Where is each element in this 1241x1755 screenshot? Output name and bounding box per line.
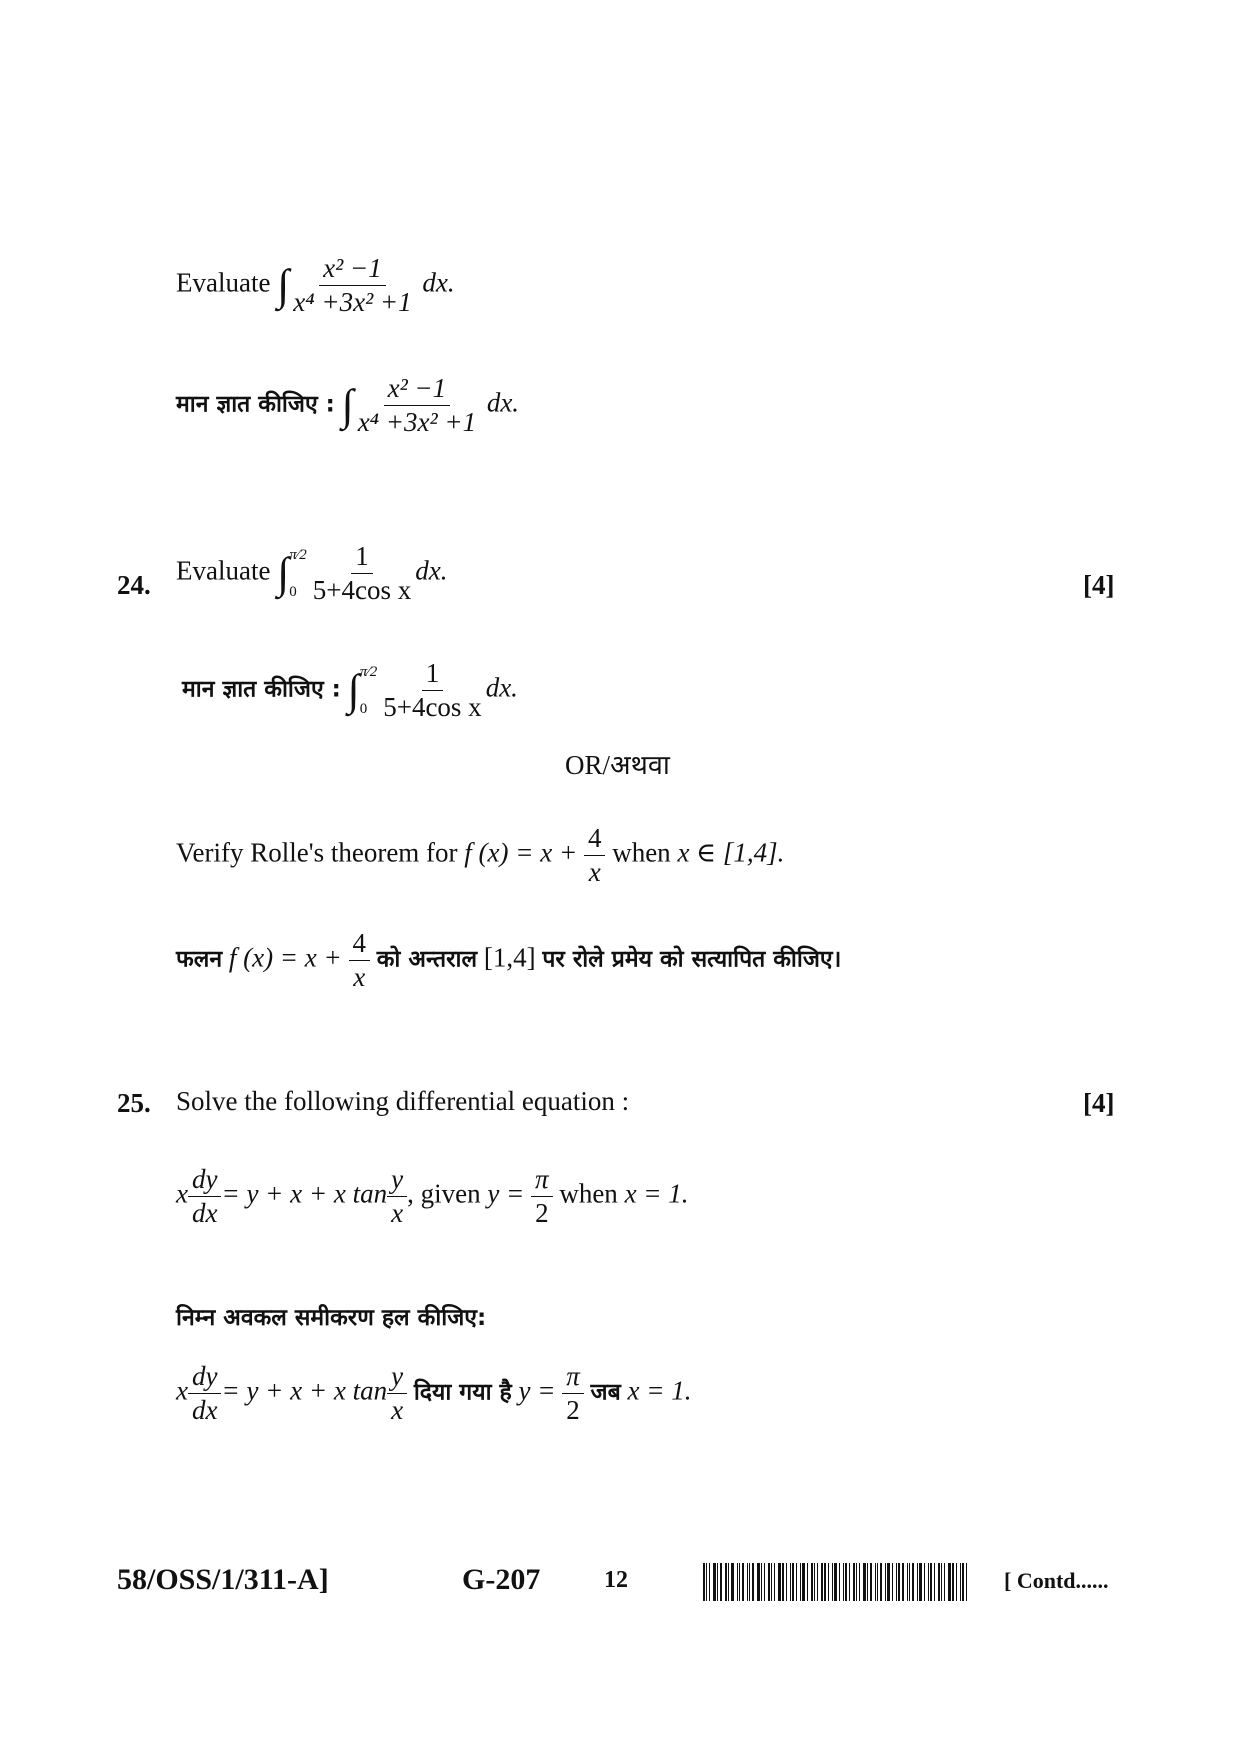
q25-given: , given [407,1178,481,1209]
q25-h-dy: dy [188,1363,221,1394]
q23-hindi-numerator: x² −1 [384,375,451,406]
barcode-bar [917,1563,918,1601]
q25-y: y [387,1166,407,1197]
q25-x-den: x [391,1198,404,1228]
q25-h-x-eq: x = 1. [627,1375,692,1406]
barcode-bar [737,1563,738,1601]
barcode-bar [843,1563,844,1601]
q25-h-y: y [387,1363,407,1394]
q24-alt-hindi-fraction [349,930,371,991]
q24-lower-limit: 0 [289,583,297,600]
q24-evaluate-label: Evaluate [176,555,271,586]
q24-fraction [309,543,415,604]
barcode-bar [739,1563,740,1601]
q24-alt-numerator: 4 [584,825,606,856]
q25-h-y-eq: y = [518,1375,556,1406]
q24-alt-hindi-prefix: फलन [176,946,223,973]
q24-alt-text: Verify Rolle's theorem for [176,837,458,868]
q24-hindi-differential: dx. [485,672,518,703]
barcode-bar [771,1563,772,1601]
barcode-bar [907,1563,908,1601]
barcode-bar [731,1563,734,1601]
barcode-bar [802,1563,805,1601]
q23-differential: dx. [422,267,455,298]
barcode-bar [952,1563,954,1601]
q25-h-x-den: x [391,1395,404,1425]
q24-alt-hindi-mid: को अन्तराल [376,946,478,973]
barcode-bar [938,1563,940,1601]
q25-x-eq: x = 1. [624,1178,689,1209]
barcode-bar [948,1563,951,1601]
barcode-bar [863,1563,866,1601]
barcode-bar [792,1563,794,1601]
barcode-bar [752,1563,754,1601]
barcode-bar [790,1563,791,1601]
q23-hindi-line [176,375,519,436]
barcode-bar [853,1563,855,1601]
barcode-bar [849,1563,850,1601]
q24-number: 24. [117,570,151,600]
q25-english-text: Solve the following differential equation : [176,1086,630,1116]
barcode-bar [941,1563,942,1601]
barcode-bar [761,1563,762,1601]
barcode-bar [824,1563,826,1601]
q24-alt-fraction [584,825,606,886]
barcode-bar [713,1563,716,1601]
q23-hindi-denominator: x⁴ +3x² +1 [357,407,477,437]
barcode-bar [934,1563,935,1601]
barcode-bar [845,1563,847,1601]
barcode-bar [757,1563,760,1601]
barcode-bar [909,1563,910,1601]
barcode-bar [966,1563,967,1601]
q23-denominator: x⁴ +3x² +1 [293,287,412,317]
q24-denominator: 5+4cos x [312,575,412,605]
barcode-bar [839,1563,840,1601]
barcode-bar [944,1563,945,1601]
barcode-bar [928,1563,929,1601]
q24-marks: [4] [1083,570,1115,600]
q24-alt-hindi-denominator: x [353,962,366,992]
q25-h-eq-mid: = y + x + x tan [221,1375,388,1406]
barcode-bar [725,1563,727,1601]
barcode-bar [749,1563,750,1601]
paper-code: 58/OSS/1/311-A] [117,1563,329,1596]
integral-sign: ∫ [341,380,354,430]
q23-numerator: x² −1 [319,255,386,286]
q25-eq-mid: = y + x + x tan [221,1178,388,1209]
barcode-bar [828,1563,829,1601]
q24-alt-hindi-line [176,930,841,991]
q25-english-equation [176,1166,689,1227]
page-number: 12 [604,1567,628,1593]
q25-dx: dx [191,1198,218,1228]
q24-hindi-numerator: 1 [422,660,444,691]
q24-alt-interval: x ∈ [1,4]. [677,837,785,868]
barcode-bar [709,1563,710,1601]
q25-h-dydx [188,1363,221,1424]
barcode-bar [768,1563,770,1601]
q24-limits [289,548,307,600]
q24-alt-english-line [176,825,784,886]
integral-sign: ∫ [277,260,290,310]
integral-sign: ∫ [347,665,360,715]
contd-label: [ Contd...... [1004,1568,1109,1593]
barcode-bar [924,1563,925,1601]
barcode-bar [885,1563,886,1601]
integral-sign: ∫ [277,548,290,598]
q25-dydx [188,1166,221,1227]
q25-h-eq-x: x [176,1375,188,1406]
q25-dy: dy [188,1166,221,1197]
barcode-bar [807,1563,808,1601]
q23-hindi-fraction [354,375,480,436]
barcode-bar [742,1563,744,1601]
q25-h-dx: dx [191,1395,218,1425]
q24-hindi-upper-limit: π⁄2 [359,663,378,680]
q25-eq-x: x [176,1178,188,1209]
q24-alt-denominator: x [588,857,601,887]
barcode-bar [720,1563,722,1601]
or-divider: OR/अथवा [565,750,670,780]
q23-english-line [176,255,455,316]
barcode-bar [930,1563,932,1601]
q25-h-two: 2 [566,1395,580,1425]
q25-yx [387,1166,407,1227]
barcode-bar [859,1563,860,1601]
q24-alt-hindi-suffix: पर रोले प्रमेय को सत्यापित कीजिए। [542,946,842,973]
barcode-bar [898,1563,900,1601]
barcode-bar [832,1563,833,1601]
q24-alt-hindi-interval: [1,4] [483,942,536,973]
barcode-bar [728,1563,729,1601]
q24-hindi-fraction [379,660,485,721]
q24-upper-limit: π⁄2 [289,546,307,563]
q25-hindi-when: जब [590,1379,621,1406]
barcode-bar [892,1563,893,1601]
q25-marks: [4] [1083,1088,1115,1118]
q25-when: when [559,1178,618,1209]
q23-hindi-label: मान ज्ञात कीजिए : [176,391,335,418]
barcode-bar [774,1563,775,1601]
q23-fraction [289,255,415,316]
barcode-bar [919,1563,922,1601]
barcode-bar [856,1563,857,1601]
barcode-bar [782,1563,784,1601]
q23-hindi-differential: dx. [486,387,520,418]
q23-evaluate-label: Evaluate [176,267,271,298]
barcode-bar [764,1563,765,1601]
barcode-bar [800,1563,801,1601]
barcode-bar [902,1563,904,1601]
q24-differential: dx. [415,555,448,586]
q24-hindi-label: मान ज्ञात कीजिए : [182,676,341,703]
barcode-bar [875,1563,876,1601]
barcode-bar [962,1563,964,1601]
q25-hindi-given: दिया गया है [413,1379,512,1406]
q24-alt-when: when [612,837,671,868]
barcode-bar [821,1563,823,1601]
q25-h-yx [387,1363,407,1424]
q24-hindi-limits [360,665,378,717]
q24-hindi-denominator: 5+4cos x [383,692,482,722]
barcode-bar [817,1563,818,1601]
barcode-bar [796,1563,797,1601]
barcode-bar [877,1563,878,1601]
barcode-bar [887,1563,890,1601]
q24-hindi-lower-limit: 0 [359,700,368,717]
barcode-bar [786,1563,787,1601]
q24-alt-hindi-function: f (x) = x + [228,942,342,973]
barcode-bar [706,1563,707,1601]
barcode-bar [912,1563,914,1601]
barcode-bar [867,1563,868,1601]
q25-pi-frac [531,1166,553,1227]
barcode-bar [778,1563,781,1601]
q25-hindi-text: निम्न अवकल समीकरण हल कीजिए: [176,1305,487,1331]
barcode-bar [834,1563,837,1601]
q25-number: 25. [117,1088,151,1118]
set-code: G-207 [462,1563,541,1596]
barcode-bar [956,1563,957,1601]
q25-pi: π [531,1166,553,1197]
q24-alt-hindi-numerator: 4 [349,930,371,961]
barcode-bar [870,1563,872,1601]
q25-two: 2 [535,1198,549,1228]
barcode-bar [703,1563,705,1601]
barcode-bar [747,1563,748,1601]
q25-h-pi: π [562,1363,584,1394]
q25-y-eq: y = [487,1178,525,1209]
barcode-bar [880,1563,882,1601]
barcode-bar [814,1563,815,1601]
q24-alt-function: f (x) = x + [464,837,578,868]
q25-hindi-equation [176,1363,691,1424]
barcode-bar [717,1563,718,1601]
q24-hindi-line [182,660,518,721]
barcode [703,1563,971,1601]
q24-english-line [176,543,448,604]
q24-numerator: 1 [351,543,373,574]
barcode-bar [811,1563,813,1601]
barcode-bar [896,1563,897,1601]
q25-h-pi-frac [562,1363,584,1424]
barcode-bar [960,1563,961,1601]
